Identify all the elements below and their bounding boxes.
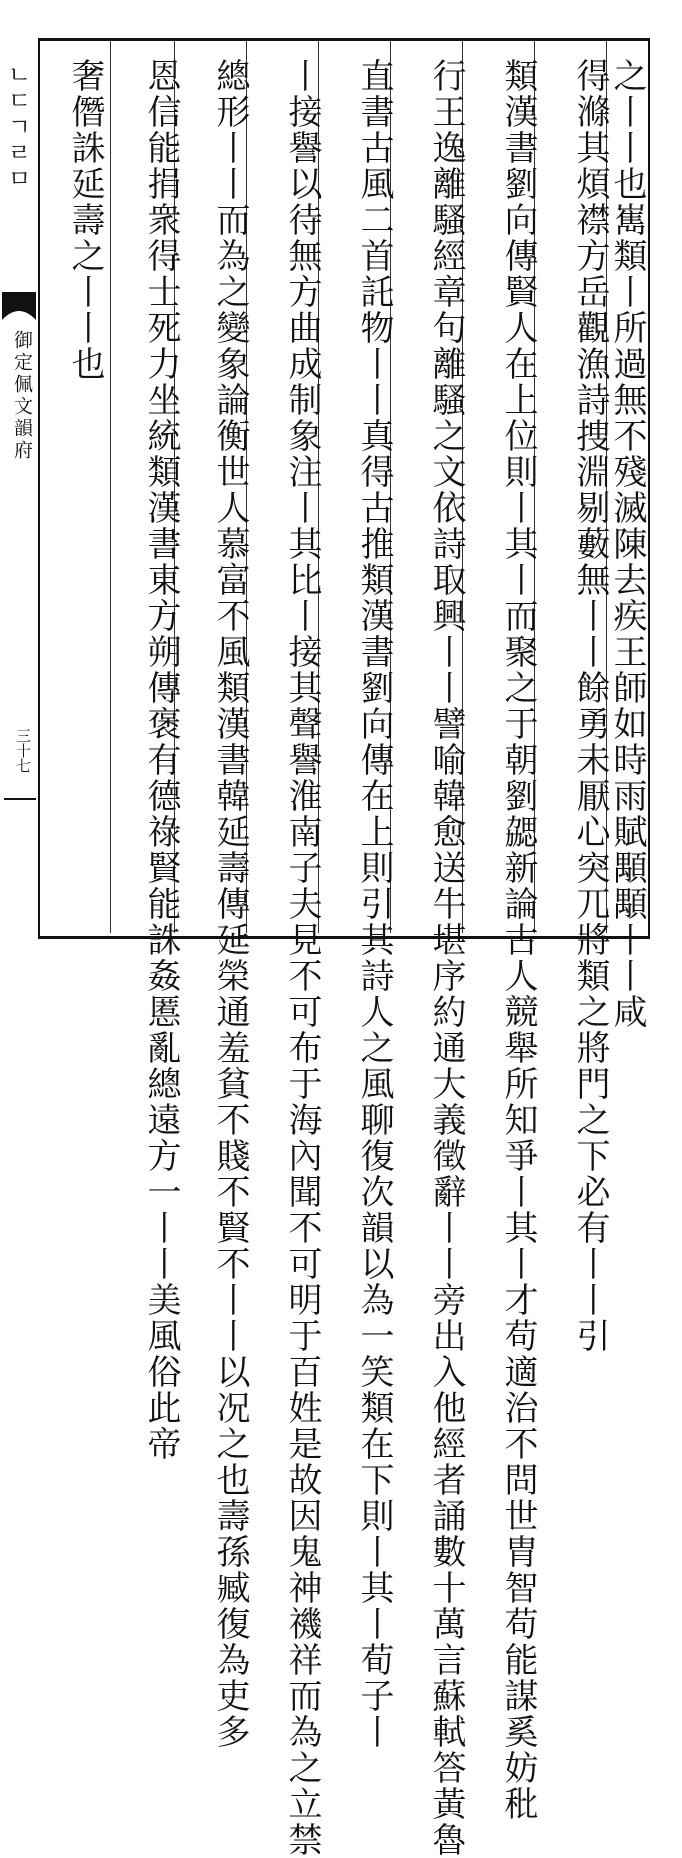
text-column: 之丨丨也嶲類丨所過無不殘滅陳去疾王師如時雨賦顒顒丨丨咸 bbox=[607, 58, 647, 1030]
text-column: 總形丨丨而為之變象論衡世人慕富不風類漢書韓延壽傳延榮通羞貧不賤不賢不丨丨以况之也壽孫臧復為吏多 bbox=[210, 58, 250, 1750]
book-title: 御定佩文韻府 bbox=[11, 330, 33, 462]
text-column: 直書古風二首託物丨丨真得古推類漢書劉向傳在上則引其詩人之風聊復次韻以為一笑類在下則丨其丨荀子丨 bbox=[354, 58, 394, 1750]
column-rule bbox=[110, 41, 111, 933]
text-column: 恩信能捐衆得士死力坐統類漢書東方朔傳褒有德祿賢能誅姦慝亂總遠方一丨丨美風俗此帝 bbox=[141, 58, 181, 1462]
margin-top-text: ㄴㄷㄱㄹㅁ bbox=[3, 62, 31, 192]
text-column: 丨接譽以待無方曲成制象注丨其比丨接其聲譽淮南子夫見不可布于海內聞不可明于百姓是故因鬼神禨祥而為之立禁 bbox=[282, 58, 322, 1858]
text-column: 類漢書劉向傳賢人在上位則丨其丨而聚之于朝劉勰新論古人競舉所知爭丨其丨才苟適治不問世胄智苟能謀奚妨秕 bbox=[498, 58, 538, 1822]
page-number: 三十七 bbox=[14, 728, 32, 773]
fish-tail-ornament-icon bbox=[2, 292, 36, 322]
text-column: 奢僭誅延壽之丨丨也 bbox=[65, 58, 105, 382]
frame-right-border bbox=[648, 38, 650, 936]
text-column: 行王逸離騷經章句離騷之文依詩取興丨丨譬喻韓愈送牛堪序約通大義徵辭丨丨旁出入他經者誦數十萬言蘇軾答黃魯 bbox=[426, 58, 466, 1858]
text-column: 得滌其煩襟方岳觀漁詩捜淵剔藪無丨丨餘勇未厭心突兀將類之將門之下必有丨丨引 bbox=[570, 58, 610, 1354]
page-number-rule bbox=[4, 798, 36, 800]
